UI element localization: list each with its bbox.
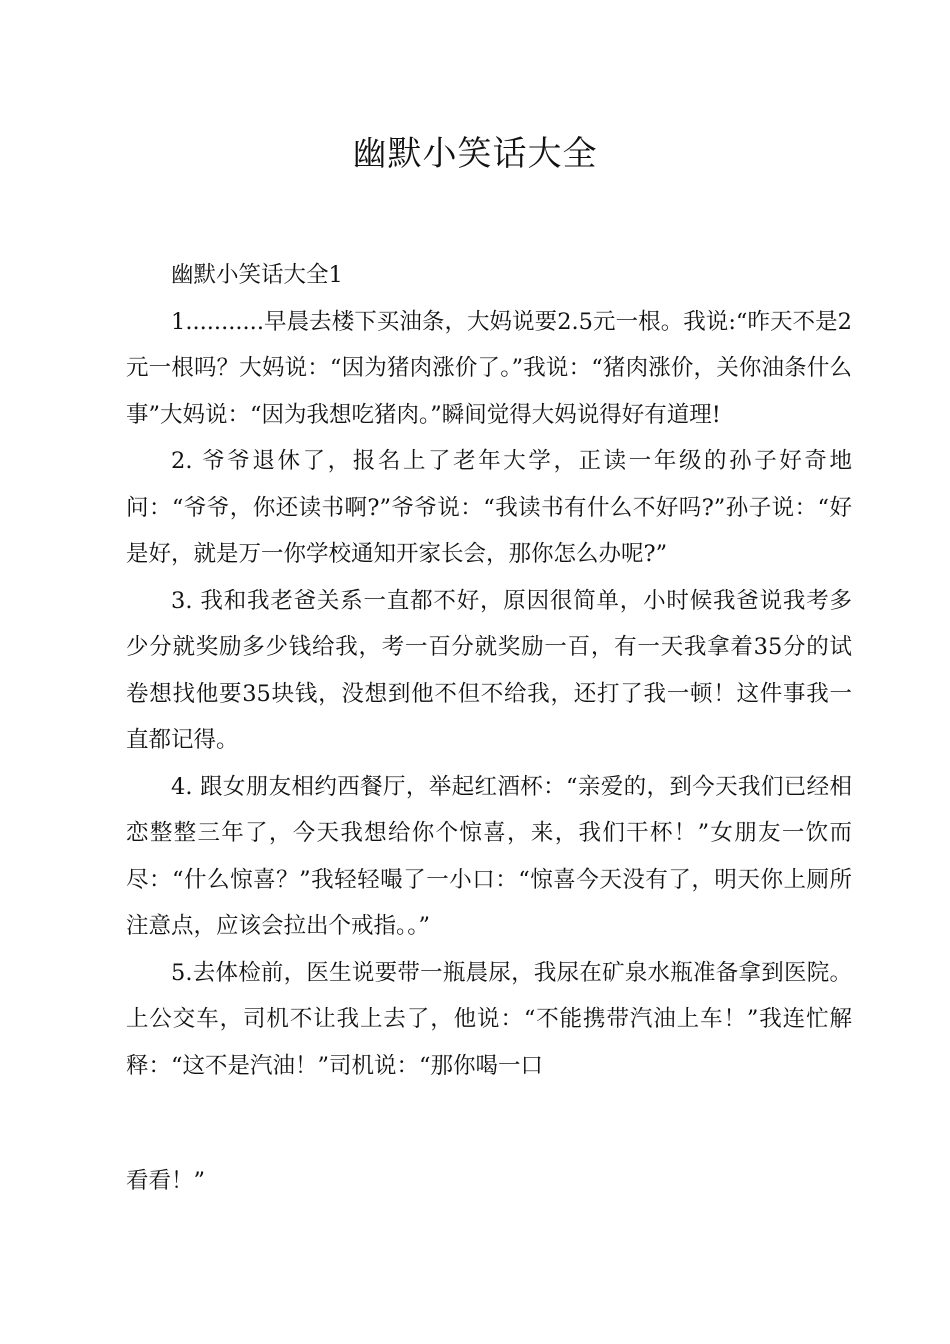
joke-paragraph-5-continuation: 看看！” [126,1168,206,1194]
joke-paragraph-5: 5.去体检前，医生说要带一瓶晨尿，我尿在矿泉水瓶准备拿到医院。上公交车，司机不让我上去了，他说：“不能携带汽油上车！”我连忙解释：“这不是汽油！”司机说：“那你喝一口 [126,959,852,1079]
document-body [126,252,852,1089]
document-title: 幽默小笑话大全 [352,134,598,174]
joke-paragraph-3: 3. 我和我老爸关系一直都不好，原因很简单，小时候我爸说我考多少分就奖励多少钱给我，考一百分就奖励一百，有一天我拿着35分的试卷想找他要35块钱，没想到他不但不给我，还打了我一顿！这件事我一直都记得。 [126,587,852,753]
joke-paragraph-1: 1...........早晨去楼下买油条，大妈说要2.5元一根。我说:“昨天不是2元一根吗？大妈说：“因为猪肉涨价了。”我说：“猪肉涨价，关你油条什么事”大妈说：“因为我想吃猪肉。”瞬间觉得大妈说得好有道理! [126,308,852,428]
subheading: 幽默小笑话大全1 [171,262,343,288]
joke-paragraph-2: 2. 爷爷退休了，报名上了老年大学，正读一年级的孙子好奇地问：“爷爷，你还读书啊?”爷爷说：“我读书有什么不好吗?”孙子说：“好是好，就是万一你学校通知开家长会，那你怎么办呢?” [126,448,852,567]
joke-paragraph-4: 4. 跟女朋友相约西餐厅，举起红酒杯：“亲爱的，到今天我们已经相恋整整三年了，今天我想给你个惊喜，来，我们干杯！”女朋友一饮而尽：“什么惊喜？”我轻轻嘬了一小口：“惊喜今天没有了，明天你上厕所注意点，应该会拉出个戒指。。” [126,773,852,939]
